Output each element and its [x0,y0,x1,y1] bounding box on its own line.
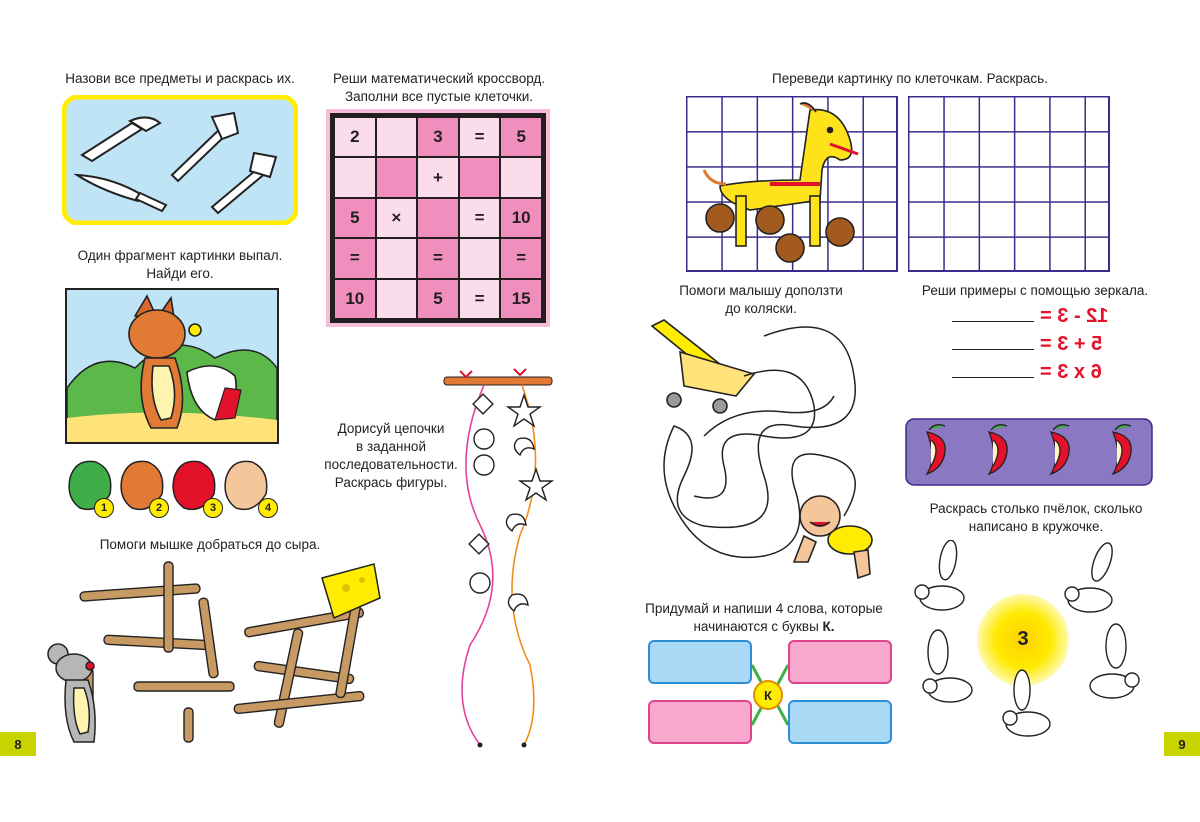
task-bees-caption: Раскрась столько пчёлок, сколько написано в кружочке. [929,501,1143,534]
word-box-1[interactable] [648,640,752,684]
moon-shape-icon [508,594,528,611]
answer-line[interactable] [952,377,1034,378]
crossword-cell[interactable] [418,199,458,237]
moon-shape-icon [514,438,534,455]
mouse-icon [48,644,95,742]
crossword-cell[interactable]: = [460,118,500,156]
task-mouse-caption: Помоги мышке добраться до сыра. [99,537,321,552]
fragment-option-4[interactable]: 4 [258,498,278,518]
crossword-cell[interactable]: 10 [335,280,375,318]
word-box-4[interactable] [788,700,892,744]
task-mirror-caption: Реши примеры с помощью зеркала. [921,283,1149,298]
horse-toy-icon [690,100,890,268]
fragment-option-1[interactable]: 1 [94,498,114,518]
diamond-shape-icon [473,394,493,414]
crossword-cell[interactable]: = [460,280,500,318]
bee-icon [1065,540,1116,612]
mouse-maze-picture [44,558,384,748]
task-name-items-caption: Назови все предметы и раскрась их. [65,71,295,86]
task-words-letter: К. [822,619,835,634]
answer-line[interactable] [952,349,1034,350]
word-box-3[interactable] [648,700,752,744]
task-words-caption [636,600,892,636]
task-crossword-caption: Реши математический кроссворд. Заполни все пустые клеточки. [332,71,546,104]
tools-picture [62,95,298,225]
mirror-example-1 [952,302,1162,328]
crossword-cell[interactable] [377,280,417,318]
crossword-cell[interactable] [460,239,500,277]
chains-picture [440,365,560,755]
task-maze-caption: Помоги малышу доползти до коляски. [679,283,843,316]
task-fragment-caption: Один фрагмент картинки выпал. Найди его. [77,248,283,281]
task-words-text: Придумай и напиши 4 слова, которые начинаются с буквы [645,601,883,634]
circle-shape-icon [474,455,494,475]
crossword-cell[interactable]: × [377,199,417,237]
mirror-expression: 12 - 3 = [1040,305,1109,327]
crossword-cell[interactable]: 5 [418,280,458,318]
crossword-cell[interactable] [335,158,375,196]
crossword-cell[interactable]: 3 [418,118,458,156]
circle-shape-icon [474,429,494,449]
crossword-cell[interactable]: = [418,239,458,277]
crossword-cell[interactable]: + [418,158,458,196]
crossword-cell[interactable] [377,158,417,196]
crossword-cell[interactable]: 10 [501,199,541,237]
fragment-option-2[interactable]: 2 [149,498,169,518]
fragment-option-3[interactable]: 3 [203,498,223,518]
mirror-expression: 6 x 3 = [1040,361,1102,383]
empty-copy-grid[interactable] [908,96,1110,272]
crossword-cell[interactable]: 5 [501,118,541,156]
mirror-example-3 [952,358,1162,384]
crossword-cell[interactable]: = [335,239,375,277]
page-number-left: 8 [0,732,36,756]
crossword-cell[interactable] [377,239,417,277]
crossword-cell[interactable]: = [501,239,541,277]
star-shape-icon [508,395,540,426]
bee-icon [1090,624,1139,698]
page-number-right: 9 [1164,732,1200,756]
task-grid-caption: Переведи картинку по клеточкам. Раскрась. [772,71,1048,86]
bee-icon [923,630,972,702]
bee-count-label: 3 [1017,628,1029,650]
crossword-cell[interactable] [377,118,417,156]
circle-shape-icon [470,573,490,593]
apple-cores-panel [905,418,1153,486]
baby-maze-picture [644,316,884,586]
mirror-expression: 5 + 3 = [1040,333,1103,355]
crossword-cell[interactable]: 2 [335,118,375,156]
bee-icon [915,540,964,610]
baby-icon [794,496,872,578]
cheese-icon [322,564,380,618]
stroller-icon [652,320,754,413]
crossword-cell[interactable]: 15 [501,280,541,318]
bees-picture [912,540,1162,740]
crossword-cell[interactable] [460,158,500,196]
star-shape-icon [520,469,552,500]
crossword-cell[interactable] [501,158,541,196]
crossword-cell[interactable]: 5 [335,199,375,237]
mirror-example-2 [952,330,1162,356]
fox-picture [65,288,279,444]
task-chains-caption: Дорисуй цепочки в заданной последовательности. Раскрась фигуры. [324,421,458,490]
answer-line[interactable] [952,321,1034,322]
math-crossword [330,113,546,323]
word-box-2[interactable] [788,640,892,684]
letter-k-circle: К [753,680,783,710]
crossword-cell[interactable]: = [460,199,500,237]
